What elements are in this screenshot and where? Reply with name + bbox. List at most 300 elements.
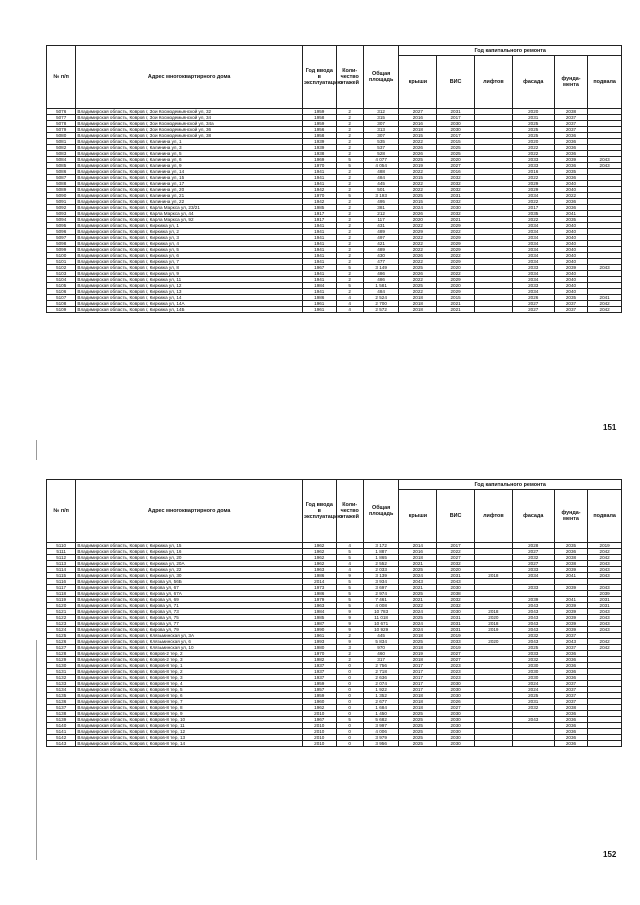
table-cell: 315 xyxy=(363,115,399,121)
table-cell: 5091 xyxy=(47,199,76,205)
table-cell: 5129 xyxy=(47,657,76,663)
table-cell: 2024 xyxy=(512,681,554,687)
table-cell: Владимирская область, Ковров г, Калинина ул, 1 xyxy=(76,139,303,145)
table-cell: Владимирская область, Ковров г, Киркижа ул, 13 xyxy=(76,289,303,295)
table-cell: Владимирская область, Ковров г, Калинина ул, 17 xyxy=(76,181,303,187)
table-cell: 5116 xyxy=(47,579,76,585)
table-cell: 5115 xyxy=(47,573,76,579)
table-cell: 2034 xyxy=(512,271,554,277)
table-cell: 2 700 xyxy=(363,301,399,307)
table-cell: 2027 xyxy=(437,651,475,657)
table-cell: 2025 xyxy=(512,133,554,139)
table-cell: 2020 xyxy=(475,639,513,645)
table-cell: 5 682 xyxy=(363,717,399,723)
table-cell: 381 xyxy=(363,205,399,211)
table-cell: 1917 xyxy=(302,211,336,217)
table-cell: 2026 xyxy=(512,295,554,301)
table-cell: 2026 xyxy=(437,699,475,705)
table-cell: 528 xyxy=(363,151,399,157)
table-cell: 2035 xyxy=(554,543,588,549)
table-cell: 5106 xyxy=(47,289,76,295)
table-cell: 10 783 xyxy=(363,609,399,615)
table-cell: 2020 xyxy=(475,615,513,621)
table-cell: 5 xyxy=(336,717,363,723)
table-cell: 2033 xyxy=(512,163,554,169)
table-cell: 2043 xyxy=(588,163,622,169)
table-cell: 486 xyxy=(363,271,399,277)
table-cell: 2018 xyxy=(399,633,437,639)
table-cell: Владимирская область, Ковров г, Кирова ул, 79 xyxy=(76,627,303,633)
table-cell: 1960 xyxy=(302,699,336,705)
header-num: № п/п xyxy=(47,480,76,543)
table-cell: 1967 xyxy=(302,717,336,723)
table-cell: 2027 xyxy=(399,109,437,115)
table-cell: Владимирская область, Ковров г, Киркижа ул, 4 xyxy=(76,241,303,247)
table-cell: 2018 xyxy=(399,693,437,699)
header-address: Адрес многоквартирного дома xyxy=(76,46,303,109)
table-cell: 1979 xyxy=(302,597,336,603)
table-cell: 2039 xyxy=(554,585,588,591)
table-cell: 2 xyxy=(336,217,363,223)
table-cell: 5 xyxy=(336,597,363,603)
table-cell: 5092 xyxy=(47,205,76,211)
table-cell: 5124 xyxy=(47,627,76,633)
table-cell: 313 xyxy=(363,127,399,133)
header-roof: крыши xyxy=(399,490,437,543)
table-cell: 5122 xyxy=(47,615,76,621)
table-cell: Владимирская область, Ковров г, Кирова ул, 73 xyxy=(76,609,303,615)
table-cell: Владимирская область, Ковров г, Клязьминская ул, 6 xyxy=(76,639,303,645)
table-cell: 2 677 xyxy=(363,699,399,705)
table-cell: 1941 xyxy=(302,229,336,235)
table-cell: 10 929 xyxy=(363,627,399,633)
table-cell: 5090 xyxy=(47,193,76,199)
table-cell: 1956 xyxy=(302,127,336,133)
table-cell: 5 xyxy=(336,603,363,609)
header-year-built: Год ввода в эксплуатацию xyxy=(302,480,336,543)
table-cell: 1993 xyxy=(302,639,336,645)
table-cell: 2039 xyxy=(588,591,622,597)
table-cell: 5134 xyxy=(47,687,76,693)
table-cell: 5079 xyxy=(47,127,76,133)
table-cell: Владимирская область, Ковров г, Ковров-8 тер, 2 xyxy=(76,669,303,675)
table-cell: 5136 xyxy=(47,699,76,705)
table-cell: 2020 xyxy=(512,139,554,145)
table-cell: 2 xyxy=(336,229,363,235)
table-cell: 5098 xyxy=(47,241,76,247)
table-cell: 212 xyxy=(363,211,399,217)
table-cell: 1939 xyxy=(302,139,336,145)
table-cell: 2027 xyxy=(512,561,554,567)
table-cell: 5140 xyxy=(47,723,76,729)
table-cell: 484 xyxy=(363,289,399,295)
table-cell: 2010 xyxy=(302,735,336,741)
table-cell: 5094 xyxy=(47,217,76,223)
table-cell: Владимирская область, Ковров г, Ковров-8 тер, 1 xyxy=(76,663,303,669)
table-cell: 2035 xyxy=(554,169,588,175)
table-cell: 1 352 xyxy=(363,693,399,699)
table-cell: 2032 xyxy=(437,181,475,187)
table-cell: 2 xyxy=(336,145,363,151)
table-cell: 1980 xyxy=(302,645,336,651)
table-cell: 5102 xyxy=(47,265,76,271)
table-cell: 460 xyxy=(363,651,399,657)
table-cell: Владимирская область, Ковров г, Карла Маркса ул, 92 xyxy=(76,217,303,223)
table-cell: 2022 xyxy=(512,151,554,157)
table-cell: 1941 xyxy=(302,235,336,241)
table-cell: 5130 xyxy=(47,663,76,669)
table-cell: 4 xyxy=(336,567,363,573)
table-cell: 2037 xyxy=(554,687,588,693)
table-cell: 2018 xyxy=(475,573,513,579)
table-cell: Владимирская область, Ковров г, Киркижа ул, 14А xyxy=(76,301,303,307)
table-cell: 2015 xyxy=(399,175,437,181)
table-cell: 2023 xyxy=(437,669,475,675)
table-cell: 1987 xyxy=(302,621,336,627)
table-cell: 2030 xyxy=(512,663,554,669)
table-cell: 4 xyxy=(336,561,363,567)
table-cell: 2021 xyxy=(399,585,437,591)
table-cell: 2037 xyxy=(554,645,588,651)
table-cell: 0 xyxy=(336,705,363,711)
table-cell: 5133 xyxy=(47,681,76,687)
table-cell: 5114 xyxy=(47,567,76,573)
table-cell: 9 xyxy=(336,639,363,645)
table-row xyxy=(47,307,622,313)
table-cell: 2 572 xyxy=(363,307,399,313)
table-cell: 2034 xyxy=(512,277,554,283)
table-cell: 5 xyxy=(336,549,363,555)
table-cell: 2043 xyxy=(512,615,554,621)
table-cell: 2036 xyxy=(554,145,588,151)
table-cell: 2025 xyxy=(399,193,437,199)
table-cell: 488 xyxy=(363,169,399,175)
table-cell: 2033 xyxy=(512,283,554,289)
table-cell: 2043 xyxy=(588,615,622,621)
table-cell: Владимирская область, Ковров г, Зои Космодемьянской ул, 34а xyxy=(76,121,303,127)
table-cell: 2015 xyxy=(437,139,475,145)
table-cell: 2022 xyxy=(399,241,437,247)
table-cell: 0 xyxy=(336,723,363,729)
header-roof: крыши xyxy=(399,56,437,109)
header-basement: подвала xyxy=(588,490,622,543)
table-cell: 2027 xyxy=(437,657,475,663)
table-cell: 2030 xyxy=(437,681,475,687)
table-cell: 2024 xyxy=(512,687,554,693)
table-cell: 5 xyxy=(336,157,363,163)
table-cell: 2043 xyxy=(588,567,622,573)
table-cell: 2030 xyxy=(437,585,475,591)
table-cell: 2041 xyxy=(554,573,588,579)
table-cell: 5128 xyxy=(47,651,76,657)
table-cell: 2030 xyxy=(437,127,475,133)
table-cell: 2026 xyxy=(399,145,437,151)
table-cell: 317 xyxy=(363,657,399,663)
table-cell: 2016 xyxy=(437,169,475,175)
table-cell: 5127 xyxy=(47,645,76,651)
table-cell: 3 979 xyxy=(363,735,399,741)
table-cell: 1937 xyxy=(302,663,336,669)
table-cell: 1970 xyxy=(302,193,336,199)
table-cell: 2043 xyxy=(588,621,622,627)
table-cell: 2030 xyxy=(437,741,475,747)
table-cell: 5 834 xyxy=(363,639,399,645)
table-cell: Владимирская область, Ковров г, Калинина ул, 14 xyxy=(76,169,303,175)
table-cell: 2038 xyxy=(554,109,588,115)
table-cell: 2034 xyxy=(512,289,554,295)
table-cell: 5095 xyxy=(47,223,76,229)
table-cell: 2034 xyxy=(512,573,554,579)
table-cell: Владимирская область, Ковров г, Киркижа ул, 1 xyxy=(76,223,303,229)
table-cell: Владимирская область, Ковров г, Киркижа ул, 20А xyxy=(76,561,303,567)
table-cell: 1941 xyxy=(302,271,336,277)
table-cell: 2030 xyxy=(437,121,475,127)
table-cell: 2037 xyxy=(554,681,588,687)
header-repair-year-group: Год капитального ремонта xyxy=(399,480,622,490)
table-cell: 9 xyxy=(336,627,363,633)
scan-margin-mark xyxy=(36,640,37,860)
table-cell: 0 xyxy=(336,741,363,747)
header-address: Адрес многоквартирного дома xyxy=(76,480,303,543)
table-cell: 2036 xyxy=(554,735,588,741)
table-cell: 2010 xyxy=(302,741,336,747)
table-cell: 5089 xyxy=(47,187,76,193)
table-cell: Владимирская область, Ковров г, Ковров-8 тер, 7 xyxy=(76,699,303,705)
table-cell: 2014 xyxy=(302,579,336,585)
table-cell: 4 xyxy=(336,307,363,313)
table-cell: 2043 xyxy=(512,627,554,633)
table-cell: 1941 xyxy=(302,169,336,175)
table-cell: 2025 xyxy=(399,741,437,747)
table-cell: 4 xyxy=(336,543,363,549)
table-cell: 2 xyxy=(336,259,363,265)
table-cell: 2039 xyxy=(554,265,588,271)
table-cell: 501 xyxy=(363,187,399,193)
table-cell: Владимирская область, Ковров г, Ковров-8 тер, 10 xyxy=(76,717,303,723)
header-facade: фасада xyxy=(512,490,554,543)
table-cell: 2024 xyxy=(399,609,437,615)
table-cell: 535 xyxy=(363,139,399,145)
table-cell: Владимирская область, Ковров г, Киркижа ул, 14Б xyxy=(76,307,303,313)
table-cell: 2030 xyxy=(512,675,554,681)
table-cell: 2043 xyxy=(588,609,622,615)
table-cell: 5084 xyxy=(47,157,76,163)
table-cell: 5103 xyxy=(47,271,76,277)
table-cell: 2018 xyxy=(399,699,437,705)
table-cell: 1958 xyxy=(302,133,336,139)
table-cell: 2043 xyxy=(512,603,554,609)
table-cell: Владимирская область, Ковров г, Ковров-2 тер, 3 xyxy=(76,657,303,663)
table-cell: 2026 xyxy=(399,211,437,217)
table-cell: 4 008 xyxy=(363,603,399,609)
table-cell: 2032 xyxy=(512,705,554,711)
table-cell: 2029 xyxy=(399,229,437,235)
table-cell: 2036 xyxy=(554,669,588,675)
table-cell: 2015 xyxy=(399,199,437,205)
table-cell: 2043 xyxy=(588,265,622,271)
table-cell: 2038 xyxy=(554,561,588,567)
table-cell: 5093 xyxy=(47,211,76,217)
table-cell: 3 697 xyxy=(363,585,399,591)
table-cell: 2030 xyxy=(512,669,554,675)
table-cell: 5082 xyxy=(47,145,76,151)
table-cell: 5099 xyxy=(47,247,76,253)
table-cell: 2040 xyxy=(554,259,588,265)
table-cell: 2010 xyxy=(302,711,336,717)
table-cell: 9 xyxy=(336,609,363,615)
table-cell: 2040 xyxy=(554,289,588,295)
header-lift: лифтов xyxy=(475,490,513,543)
table-cell: 5113 xyxy=(47,561,76,567)
table-cell: 2032 xyxy=(437,187,475,193)
table-cell: 2029 xyxy=(512,181,554,187)
table-cell: 5110 xyxy=(47,543,76,549)
table-cell: 2025 xyxy=(512,127,554,133)
table-cell: 2034 xyxy=(512,241,554,247)
table-cell: 312 xyxy=(363,109,399,115)
table-cell: 2029 xyxy=(437,241,475,247)
table-cell: 2 718 xyxy=(363,669,399,675)
table-cell: Владимирская область, Ковров г, Киркижа ул, 16 xyxy=(76,549,303,555)
table-cell: 489 xyxy=(363,229,399,235)
table-cell: 2018 xyxy=(475,609,513,615)
table-cell: 2036 xyxy=(554,741,588,747)
table-cell: 5121 xyxy=(47,609,76,615)
table-cell: Владимирская область, Ковров г, Киркижа ул, 20 xyxy=(76,555,303,561)
table-cell: 2042 xyxy=(588,555,622,561)
table-cell: 2027 xyxy=(512,307,554,313)
table-cell: 2019 xyxy=(588,543,622,549)
table-cell: 5137 xyxy=(47,705,76,711)
table-cell: 2042 xyxy=(588,645,622,651)
table-cell: 2018 xyxy=(399,127,437,133)
table-cell: 2031 xyxy=(588,597,622,603)
table-cell: 1957 xyxy=(302,687,336,693)
table-cell: 2025 xyxy=(437,145,475,151)
table-cell: 2040 xyxy=(554,271,588,277)
table-cell: 2010 xyxy=(302,723,336,729)
table-cell: 2043 xyxy=(512,639,554,645)
table-cell: 2025 xyxy=(399,615,437,621)
table-cell: 5 xyxy=(336,585,363,591)
table-cell: 2039 xyxy=(554,615,588,621)
table-cell: 2030 xyxy=(437,687,475,693)
table-cell: Владимирская область, Ковров г, Киркижа ул, 22 xyxy=(76,567,303,573)
table-cell: 484 xyxy=(363,175,399,181)
table-cell: 2036 xyxy=(554,729,588,735)
table-cell: 2022 xyxy=(399,223,437,229)
table-cell: Владимирская область, Ковров г, Клязьминская ул, 3А xyxy=(76,633,303,639)
table-cell: 2020 xyxy=(437,567,475,573)
table-cell: Владимирская область, Ковров г, Киркижа ул, 6 xyxy=(76,253,303,259)
table-cell: 1941 xyxy=(302,253,336,259)
table-cell: 3 956 xyxy=(363,741,399,747)
table-cell: 5141 xyxy=(47,729,76,735)
table-cell: Владимирская область, Ковров г, Калинина ул, 22 xyxy=(76,199,303,205)
table-cell: 5119 xyxy=(47,597,76,603)
table-cell: 4 xyxy=(336,301,363,307)
table-cell: 2016 xyxy=(512,169,554,175)
table-cell: 0 xyxy=(336,681,363,687)
table-cell: 1962 xyxy=(302,561,336,567)
table-cell: 2033 xyxy=(512,567,554,573)
table-cell: 2036 xyxy=(554,711,588,717)
table-cell: 2017 xyxy=(437,115,475,121)
table-cell: 2036 xyxy=(554,723,588,729)
table-cell: 1962 xyxy=(302,705,336,711)
table-cell: 445 xyxy=(363,181,399,187)
table-cell: 5096 xyxy=(47,229,76,235)
table-cell: 2036 xyxy=(554,549,588,555)
table-cell: 2 xyxy=(336,277,363,283)
table-body xyxy=(47,543,622,747)
table-cell: 2020 xyxy=(399,217,437,223)
table-cell: 2040 xyxy=(554,181,588,187)
table-cell: 1984 xyxy=(302,283,336,289)
table-cell: 5104 xyxy=(47,277,76,283)
table-cell: 5 xyxy=(336,591,363,597)
table-cell: 421 xyxy=(363,241,399,247)
table-cell: 5080 xyxy=(47,133,76,139)
table-cell: 2 xyxy=(336,133,363,139)
table-cell: Владимирская область, Ковров г, Киркижа ул, 7 xyxy=(76,259,303,265)
table-cell: 2017 xyxy=(512,205,554,211)
table-cell: 2032 xyxy=(437,561,475,567)
table-cell: 307 xyxy=(363,121,399,127)
table-cell: 117 xyxy=(363,217,399,223)
table-cell: 2029 xyxy=(437,289,475,295)
table-cell: 5120 xyxy=(47,603,76,609)
table-cell: 2030 xyxy=(437,609,475,615)
table-cell: 2 xyxy=(336,169,363,175)
table-cell: 2036 xyxy=(554,175,588,181)
table-cell: 2025 xyxy=(399,729,437,735)
table-cell: Владимирская область, Ковров г, Кирова ул, 71 xyxy=(76,603,303,609)
table-cell: 2029 xyxy=(437,259,475,265)
table-cell: 2021 xyxy=(399,597,437,603)
table-cell: 5111 xyxy=(47,549,76,555)
table-cell: 2022 xyxy=(512,217,554,223)
table-cell: 5088 xyxy=(47,181,76,187)
table-cell: 5087 xyxy=(47,175,76,181)
table-cell: 2034 xyxy=(512,247,554,253)
table-cell: 1963 xyxy=(302,603,336,609)
table-cell: 2021 xyxy=(437,217,475,223)
table-cell: 5117 xyxy=(47,585,76,591)
table-cell: 2027 xyxy=(512,549,554,555)
table-cell: 5083 xyxy=(47,151,76,157)
table-cell: 1942 xyxy=(302,187,336,193)
table-cell: 2042 xyxy=(588,301,622,307)
table-cell: 1 887 xyxy=(363,549,399,555)
table-cell: 2022 xyxy=(399,181,437,187)
table-cell: 2030 xyxy=(437,723,475,729)
table-cell: 2034 xyxy=(512,253,554,259)
table-cell: 2018 xyxy=(475,621,513,627)
table-cell: 2038 xyxy=(554,705,588,711)
table-cell: 2 552 xyxy=(363,561,399,567)
table-cell xyxy=(475,307,513,313)
table-cell: 2029 xyxy=(437,247,475,253)
table-cell: 2043 xyxy=(588,585,622,591)
table-cell: 9 xyxy=(336,621,363,627)
table-cell: Владимирская область, Ковров г, Киркижа ул, 5 xyxy=(76,247,303,253)
table-cell: 445 xyxy=(363,633,399,639)
table-cell: 430 xyxy=(363,253,399,259)
table-cell: 9 xyxy=(336,615,363,621)
table-cell: 2022 xyxy=(399,139,437,145)
table-cell: 5138 xyxy=(47,711,76,717)
